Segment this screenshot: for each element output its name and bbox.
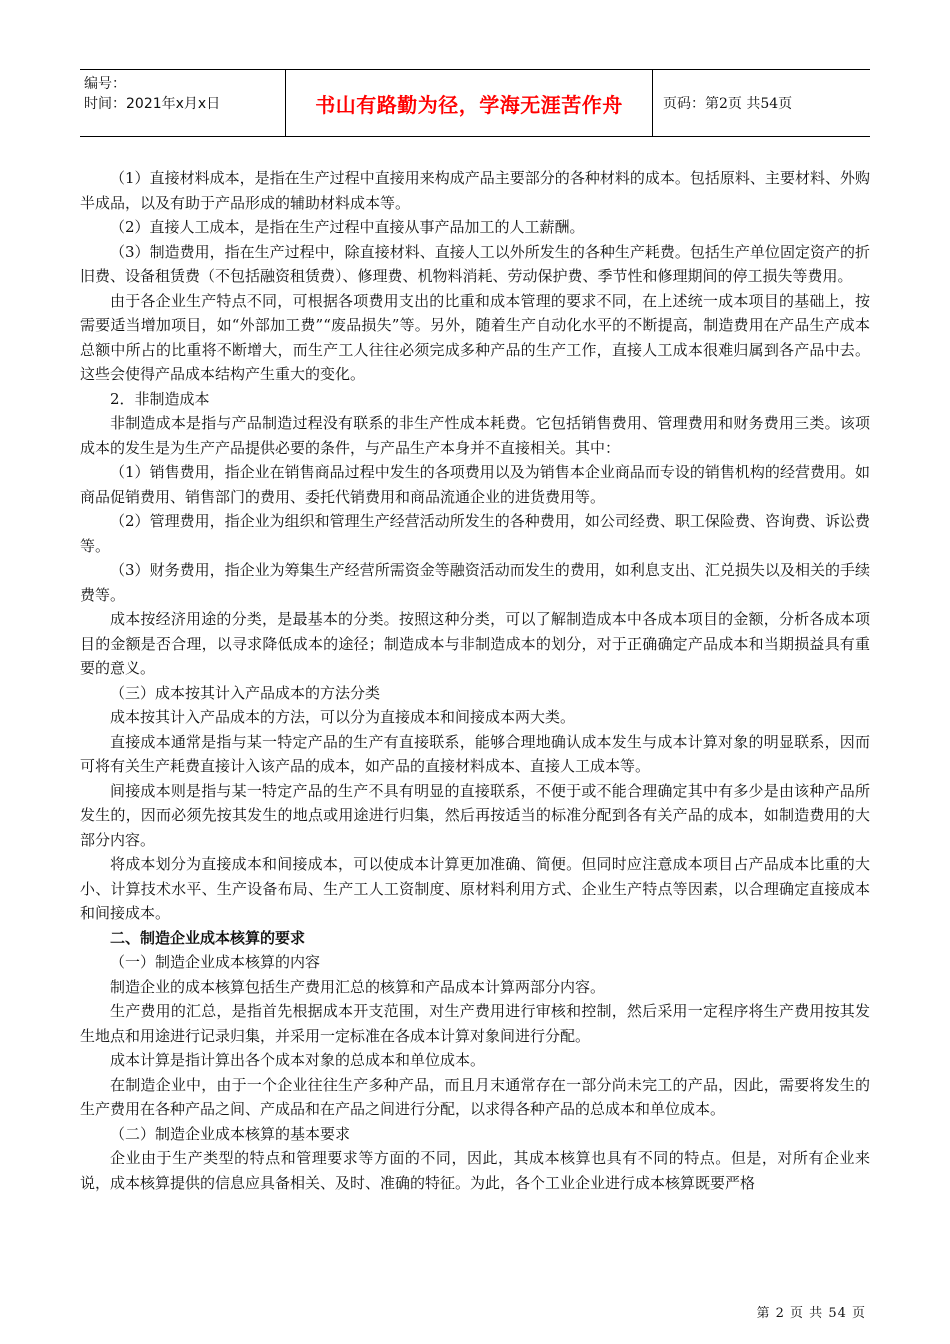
section-heading: 二、制造企业成本核算的要求 — [110, 928, 306, 947]
body-paragraph: （1）销售费用，指企业在销售商品过程中发生的各项费用以及为销售本企业商品而专设的销售机构的经营费用。如商品促销费用、销售部门的费用、委托代销费用和商品流通企业的进货费用等。 — [80, 463, 870, 506]
body-paragraph: 非制造成本是指与产品制造过程没有联系的非生产性成本耗费。它包括销售费用、管理费用和财务费用三类。该项成本的发生是为生产产品提供必要的条件，与产品生产本身并不直接相关。其中： — [80, 414, 870, 457]
body-paragraph: （2）管理费用，指企业为组织和管理生产经营活动所发生的各种费用，如公司经费、职工保险费、咨询费、诉讼费等。 — [80, 512, 870, 555]
body-paragraph: 生产费用的汇总，是指首先根据成本开支范围，对生产费用进行审核和控制，然后采用一定程序将生产费用按其发生地点和用途进行记录归集，并采用一定标准在各成本计算对象间进行分配。 — [80, 1002, 870, 1045]
body-paragraph: 成本计算是指计算出各个成本对象的总成本和单位成本。 — [110, 1051, 486, 1069]
page-header — [80, 69, 870, 137]
body-paragraph: 企业由于生产类型的特点和管理要求等方面的不同，因此，其成本核算也具有不同的特点。但是，对所有企业来说，成本核算提供的信息应具备相关、及时、准确的特征。为此，各个工业企业进行成本核算既要严格 — [80, 1149, 870, 1192]
body-paragraph: （1）直接材料成本，是指在生产过程中直接用来构成产品主要部分的各种材料的成本。包括原料、主要材料、外购半成品，以及有助于产品形成的辅助材料成本等。 — [80, 169, 870, 212]
document-body — [80, 166, 870, 1195]
body-paragraph: 制造企业的成本核算包括生产费用汇总的核算和产品成本计算两部分内容。 — [110, 977, 606, 996]
header-left-cell — [80, 70, 285, 136]
body-paragraph: 直接成本通常是指与某一特定产品的生产有直接联系，能够合理地确认成本发生与成本计算对象的明显联系，因而可将有关生产耗费直接计入该产品的成本，如产品的直接材料成本、直接人工成本等。 — [80, 732, 870, 775]
body-paragraph: （一）制造企业成本核算的内容 — [110, 953, 321, 971]
body-paragraph: 由于各企业生产特点不同，可根据各项费用支出的比重和成本管理的要求不同，在上述统一成本项目的基础上，按需要适当增加项目，如“外部加工费”“废品损失”等。另外，随着生产自动化水平的不断提高，制造费用在产品生产成本总额中所占的比重将不断增大，而生产工人往往必须完成多种产品的生产工作，直接人工成本很难归属到各产品中去。这些会使得产品成本结构产生重大的变化。 — [80, 291, 870, 383]
header-right-cell — [653, 70, 870, 136]
body-paragraph: （2）直接人工成本，是指在生产过程中直接从事产品加工的人工薪酬。 — [110, 218, 585, 236]
body-paragraph: 在制造企业中，由于一个企业往往生产多种产品，而且月末通常存在一部分尚未完工的产品，因此，需要将发生的生产费用在各种产品之间、产成品和在产品之间进行分配，以求得各种产品的总成本和单位成本。 — [80, 1075, 870, 1118]
header-center-cell — [285, 70, 653, 136]
document-date: 时间：2021年x月x日 — [84, 96, 221, 112]
body-paragraph: （3）制造费用，指在生产过程中，除直接材料、直接人工以外所发生的各种生产耗费。包括生产单位固定资产的折旧费、设备租赁费（不包括融资租赁费）、修理费、机物料消耗、劳动保护费、季节性和修理期间的停工损失等费用。 — [80, 242, 870, 285]
body-paragraph: 将成本划分为直接成本和间接成本，可以使成本计算更加准确、简便。但同时应注意成本项目占产品成本比重的大小、计算技术水平、生产设备布局、生产工人工资制度、原材料利用方式、企业生产特点等因素，以合理确定直接成本和间接成本。 — [80, 855, 870, 922]
header-page-number: 页码：第2页 共54页 — [663, 96, 793, 112]
body-paragraph: 成本按其计入产品成本的方法，可以分为直接成本和间接成本两大类。 — [110, 708, 576, 726]
header-motto: 书山有路勤为径，学海无涯苦作舟 — [315, 92, 623, 117]
body-paragraph: 间接成本则是指与某一特定产品的生产不具有明显的直接联系，不便于或不能合理确定其中有多少是由该种产品所发生的，因而必须先按其发生的地点或用途进行归集，然后再按适当的标准分配到各有关产品的成本，如制造费用的大部分内容。 — [80, 781, 870, 849]
page-footer: 第 2 页 共 54 页 — [756, 1306, 866, 1321]
body-paragraph: （三）成本按其计入产品成本的方法分类 — [110, 683, 381, 702]
body-paragraph: 2．非制造成本 — [110, 389, 210, 408]
body-paragraph: （二）制造企业成本核算的基本要求 — [110, 1124, 351, 1143]
body-paragraph: （3）财务费用，指企业为筹集生产经营所需资金等融资活动而发生的费用，如利息支出、汇兑损失以及相关的手续费等。 — [80, 561, 870, 604]
body-paragraph: 成本按经济用途的分类，是最基本的分类。按照这种分类，可以了解制造成本中各成本项目的金额，分析各成本项目的金额是否合理，以寻求降低成本的途径；制造成本与非制造成本的划分，对于正确确定产品成本和当期损益具有重要的意义。 — [80, 610, 870, 677]
document-number: 编号： — [84, 76, 126, 92]
